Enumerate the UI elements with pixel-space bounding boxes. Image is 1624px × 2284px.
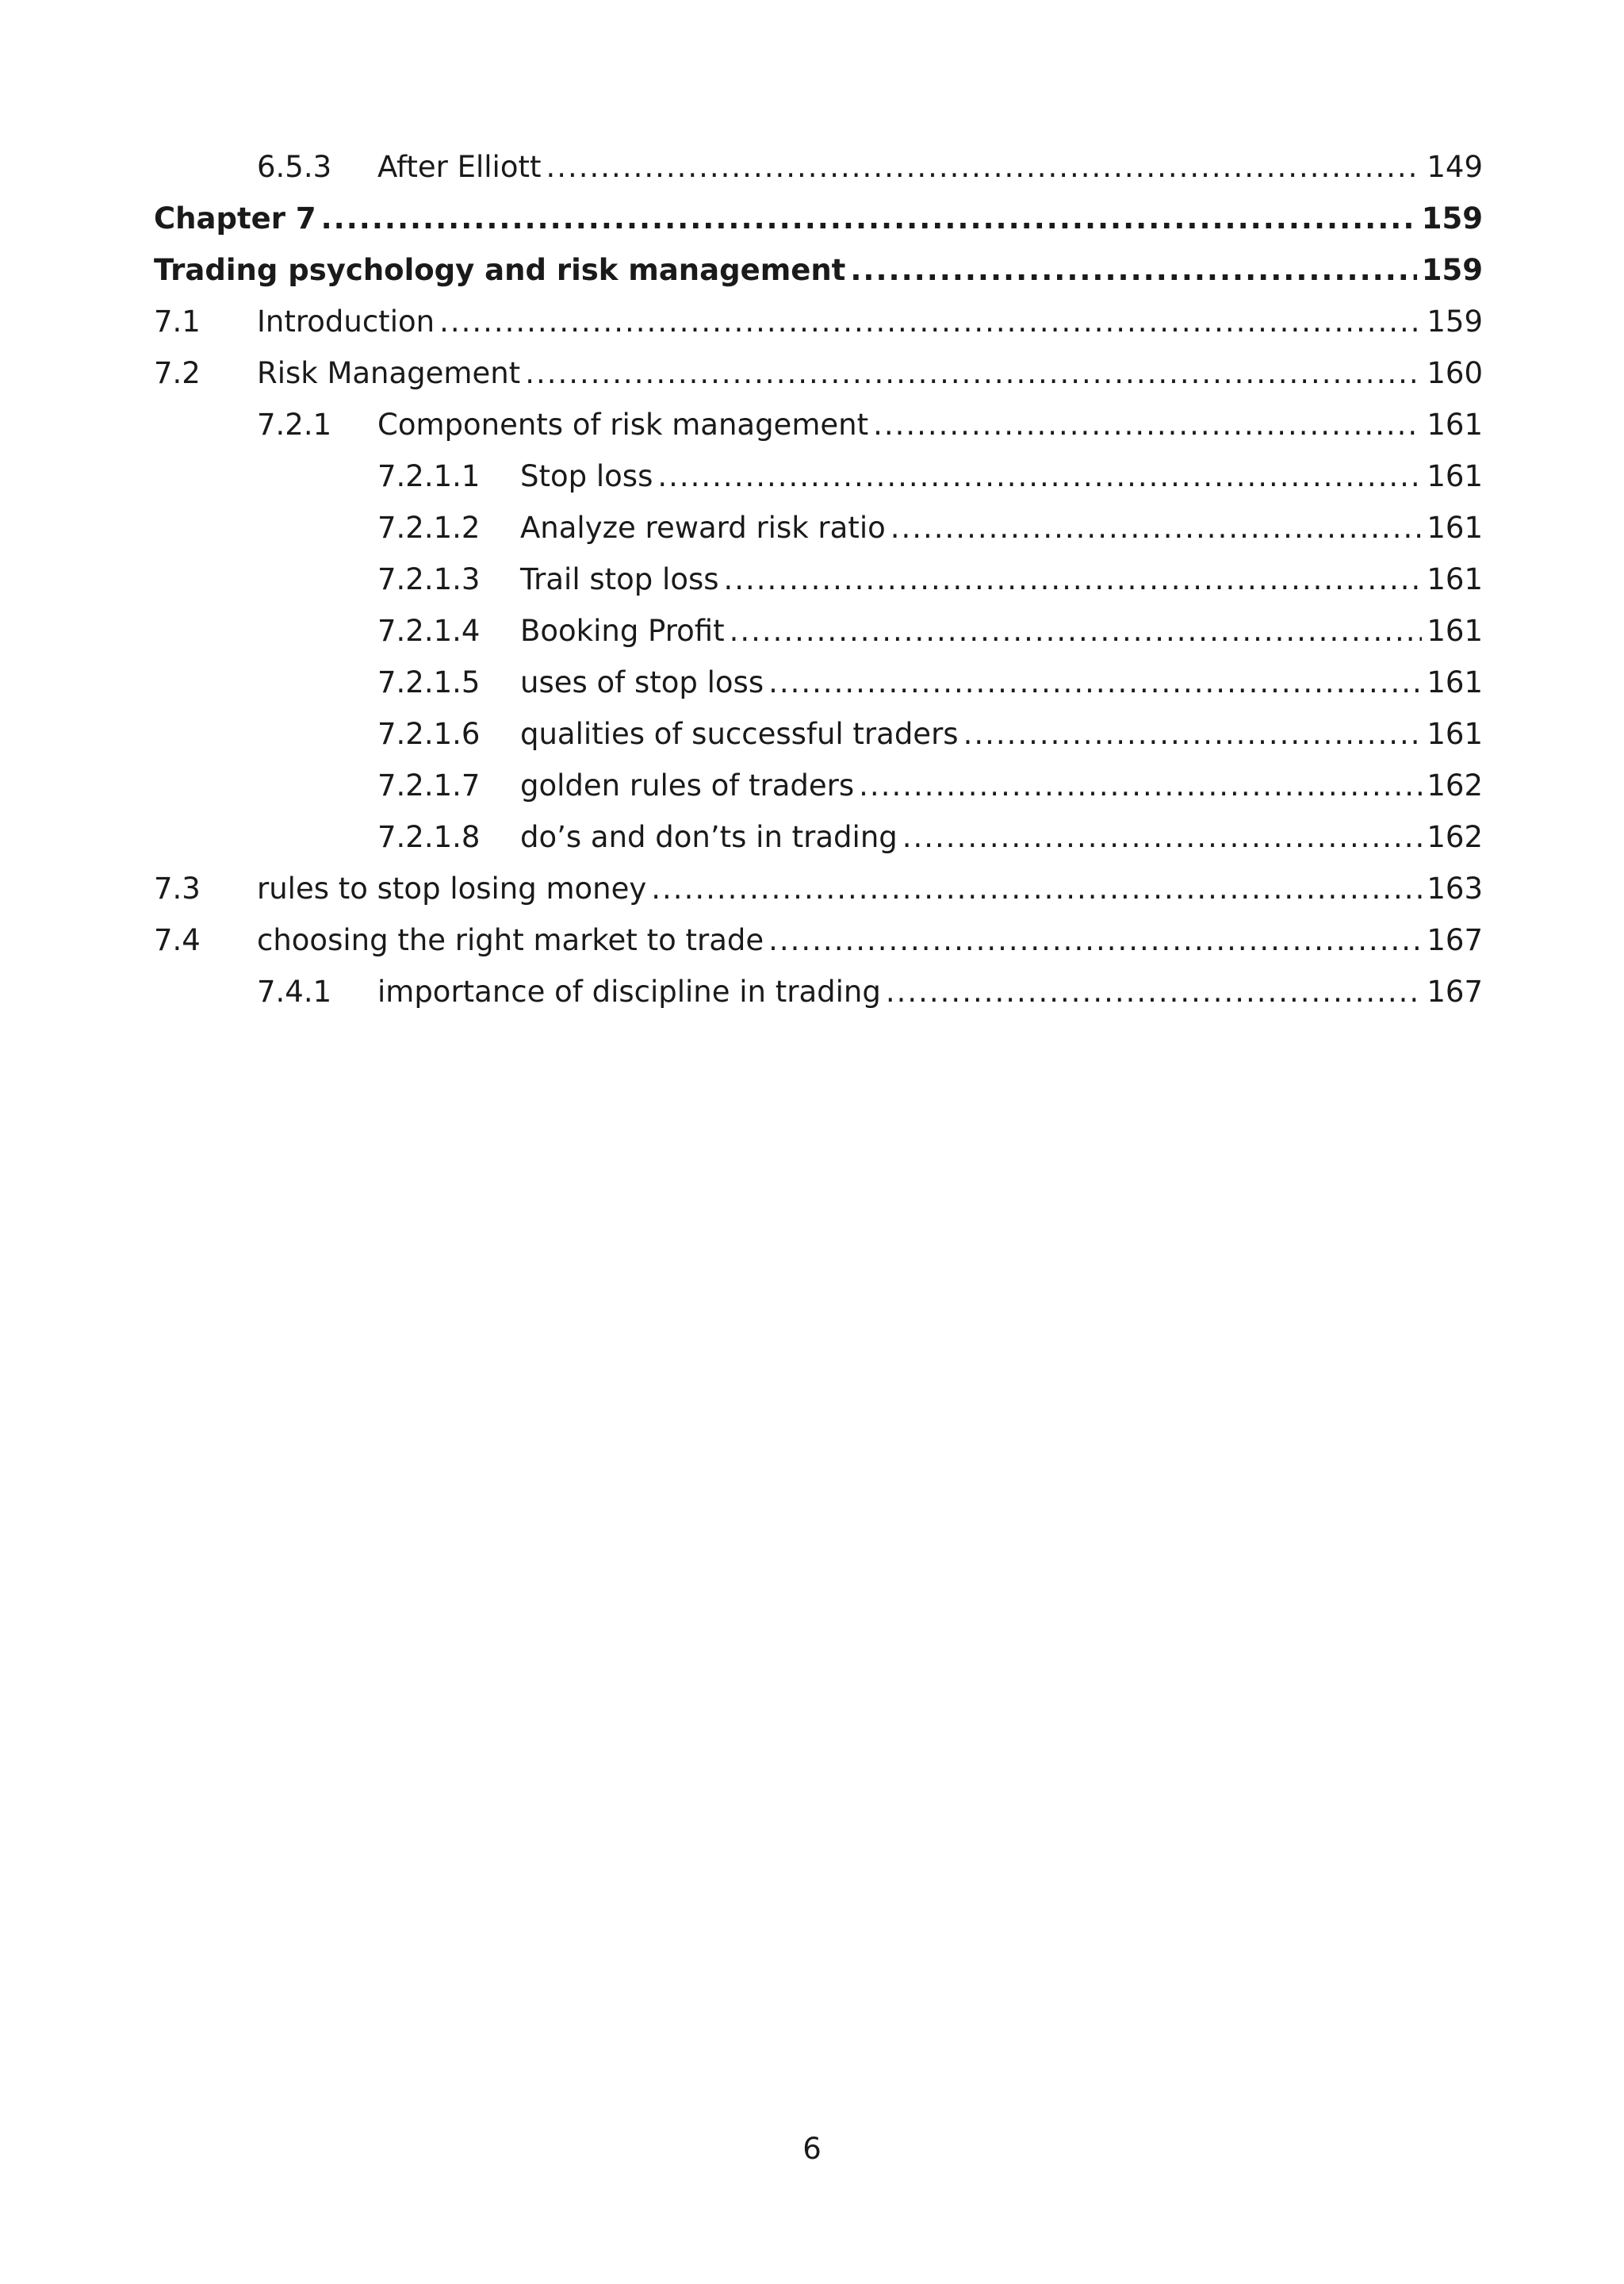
page-number: 6 [802, 2132, 822, 2166]
toc-entry-page: 159 [1427, 305, 1483, 339]
toc-entry[interactable] [154, 605, 1483, 657]
toc-entry-page: 167 [1427, 975, 1483, 1009]
toc-entry-page: 162 [1427, 768, 1483, 803]
toc-entry-page: 161 [1427, 511, 1483, 545]
dot-leader [850, 244, 1416, 296]
toc-entry[interactable] [154, 502, 1483, 554]
dot-leader [963, 708, 1423, 760]
dot-leader [768, 914, 1422, 966]
toc-entry[interactable] [154, 914, 1483, 966]
toc-entry-number: 7.2.1 [257, 408, 332, 442]
toc-entry[interactable] [154, 708, 1483, 760]
dot-leader [859, 760, 1422, 811]
toc-entry-title: rules to stop losing money [257, 872, 647, 906]
toc-entry-title: Components of risk management [377, 408, 869, 442]
toc-entry[interactable] [154, 399, 1483, 450]
toc-entry-number: 7.2.1.2 [377, 511, 481, 545]
dot-leader [730, 605, 1423, 657]
dot-leader [651, 863, 1422, 914]
toc-entry-number: 7.2.1.7 [377, 768, 481, 803]
toc-entry[interactable] [154, 811, 1483, 863]
toc-entry-page: 159 [1421, 201, 1483, 236]
toc-entry[interactable] [154, 966, 1483, 1017]
toc-entry-title: Booking Profit [520, 614, 725, 648]
toc-entry-page: 167 [1427, 923, 1483, 957]
toc-entry[interactable] [154, 141, 1483, 193]
toc-entry[interactable] [154, 863, 1483, 914]
dot-leader [902, 811, 1423, 863]
dot-leader [439, 296, 1422, 347]
toc-entry-title: Trail stop loss [520, 562, 719, 596]
toc-entry-number: 7.1 [154, 305, 201, 339]
toc-entry-page: 159 [1421, 253, 1483, 287]
toc-entry-title: Risk Management [257, 356, 521, 390]
toc-entry[interactable] [154, 450, 1483, 502]
toc-entry-page: 163 [1427, 872, 1483, 906]
toc-chapter-title[interactable] [154, 244, 1483, 296]
toc-entry[interactable] [154, 347, 1483, 399]
toc-entry[interactable] [154, 296, 1483, 347]
toc-entry-page: 162 [1427, 820, 1483, 854]
toc-entry[interactable] [154, 657, 1483, 708]
toc-entry-page: 161 [1427, 459, 1483, 493]
toc-entry-number: 7.2.1.1 [377, 459, 481, 493]
toc-entry-number: 7.2.1.4 [377, 614, 481, 648]
toc-entry-title: qualities of successful traders [520, 717, 959, 751]
toc-entry-number: 7.4 [154, 923, 201, 957]
dot-leader [891, 502, 1423, 554]
toc-entry-title: importance of discipline in trading [377, 975, 881, 1009]
toc-entry-title: Introduction [257, 305, 435, 339]
toc-entry-title: golden rules of traders [520, 768, 855, 803]
toc-entry-title: choosing the right market to trade [257, 923, 764, 957]
toc-entry-title: Analyze reward risk ratio [520, 511, 886, 545]
toc-entry-number: 7.4.1 [257, 975, 332, 1009]
table-of-contents [154, 141, 1483, 1017]
toc-entry-title: uses of stop loss [520, 665, 764, 699]
toc-entry-title: Trading psychology and risk management [154, 253, 846, 287]
dot-leader [525, 347, 1422, 399]
toc-entry[interactable] [154, 760, 1483, 811]
toc-entry-page: 161 [1427, 614, 1483, 648]
toc-entry-page: 149 [1427, 150, 1483, 184]
dot-leader [546, 141, 1422, 193]
toc-entry-number: 7.3 [154, 872, 201, 906]
dot-leader [886, 966, 1423, 1017]
toc-entry-number: 7.2.1.6 [377, 717, 481, 751]
toc-entry-number: 7.2.1.5 [377, 665, 481, 699]
toc-entry[interactable] [154, 554, 1483, 605]
toc-entry-page: 161 [1427, 562, 1483, 596]
toc-entry-page: 161 [1427, 408, 1483, 442]
dot-leader [657, 450, 1422, 502]
toc-entry-page: 161 [1427, 665, 1483, 699]
toc-entry-number: 7.2 [154, 356, 201, 390]
toc-entry-title: Stop loss [520, 459, 653, 493]
dot-leader [768, 657, 1422, 708]
toc-entry-page: 161 [1427, 717, 1483, 751]
toc-entry-page: 160 [1427, 356, 1483, 390]
dot-leader [321, 193, 1417, 244]
toc-chapter-heading[interactable] [154, 193, 1483, 244]
toc-entry-title: After Elliott [377, 150, 542, 184]
toc-entry-title: Chapter 7 [154, 201, 316, 236]
toc-entry-number: 6.5.3 [257, 150, 332, 184]
dot-leader [724, 554, 1423, 605]
dot-leader [873, 399, 1422, 450]
toc-entry-number: 7.2.1.8 [377, 820, 481, 854]
toc-entry-title: do’s and don’ts in trading [520, 820, 898, 854]
toc-entry-number: 7.2.1.3 [377, 562, 481, 596]
